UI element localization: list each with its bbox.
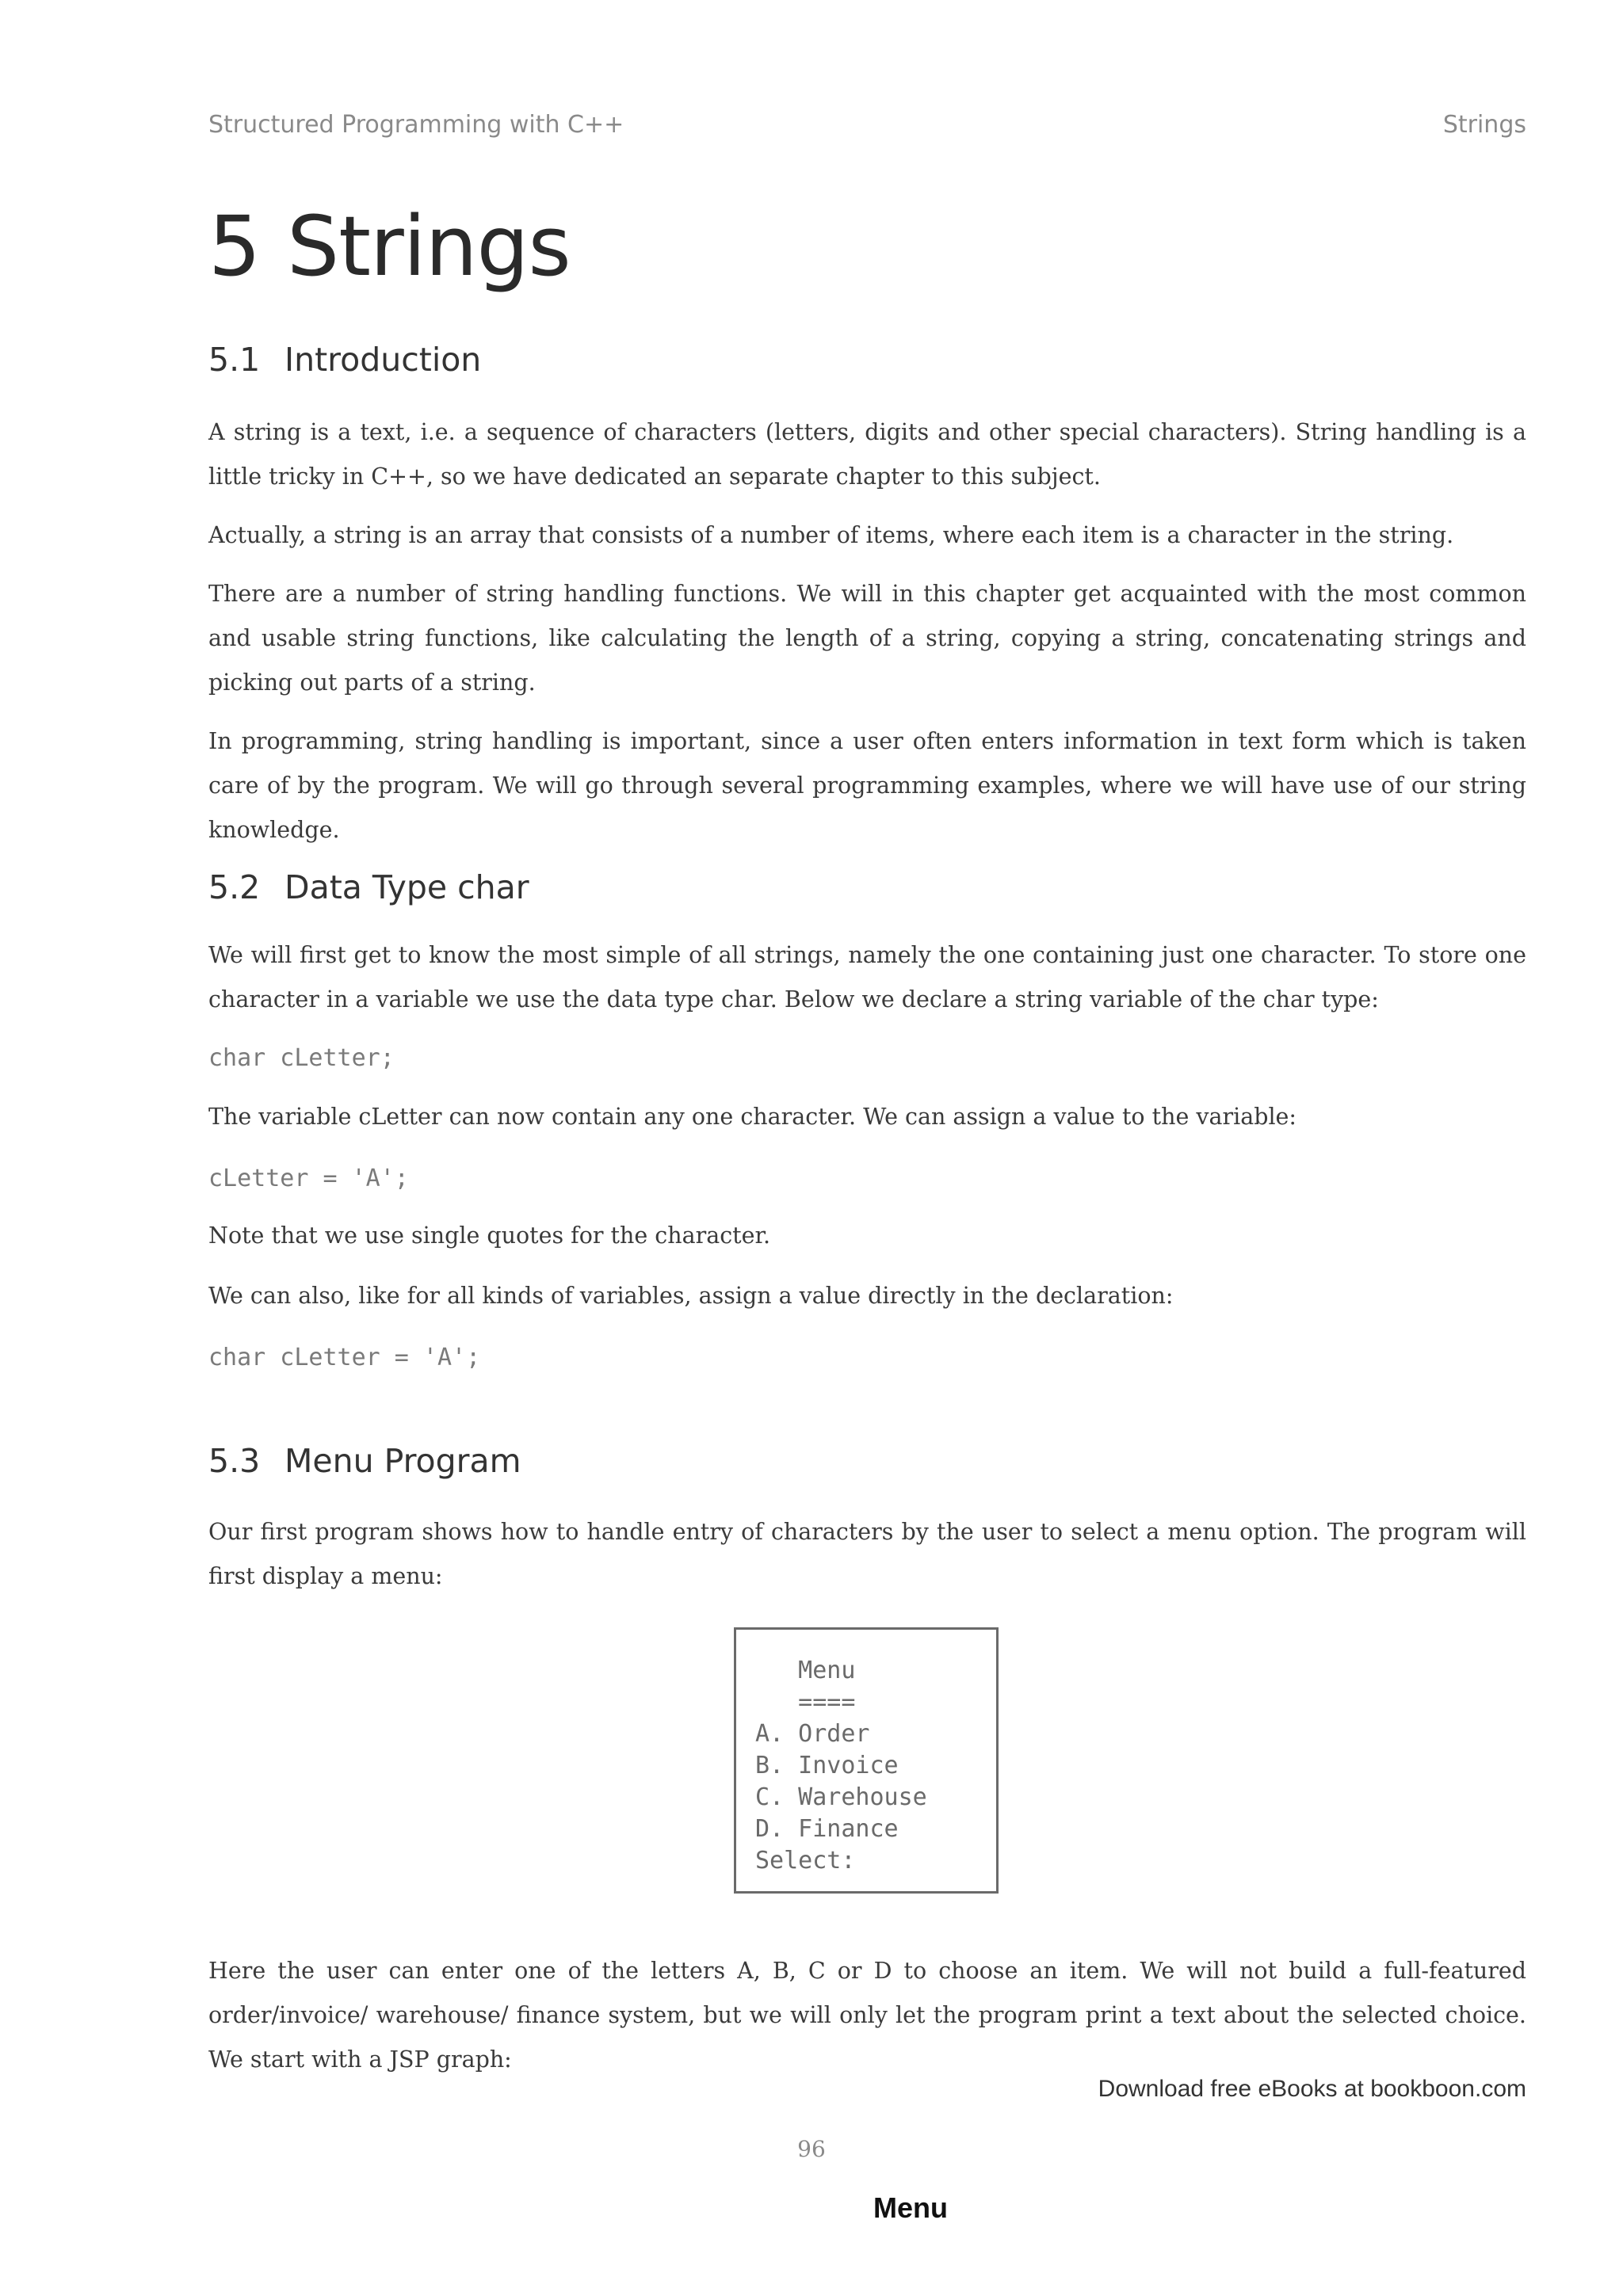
code-line: char cLetter; (208, 1044, 395, 1072)
section-title: Data Type char (285, 868, 529, 906)
running-header (208, 111, 1526, 139)
section-title: Menu Program (285, 1442, 521, 1480)
menu-line: D. Finance (755, 1815, 899, 1843)
paragraph: A string is a text, i.e. a sequence of characters (letters, digits and other special characters). String handling is a little tricky in C++, so we have dedicated an separate chapter to this subject. (208, 419, 1526, 490)
section-number: 5.2 (208, 868, 261, 906)
menu-line: C. Warehouse (755, 1783, 927, 1811)
download-footer-link[interactable]: Download free eBooks at bookboon.com (1098, 2076, 1526, 2102)
menu-output-box (734, 1627, 999, 1894)
section-title: Introduction (285, 341, 482, 379)
section-heading-introduction (208, 341, 481, 379)
paragraph: The variable cLetter can now contain any one character. We can assign a value to the variable: (208, 1104, 1297, 1130)
menu-line: Menu (755, 1657, 856, 1684)
menu-line: A. Order (755, 1720, 870, 1748)
header-book-title: Structured Programming with C++ (208, 111, 624, 139)
section-number: 5.1 (208, 341, 261, 379)
chapter-title-text: Strings (287, 198, 571, 295)
page-number: 96 (797, 2136, 826, 2162)
menu-line: ==== (755, 1688, 856, 1716)
header-chapter-name: Strings (1442, 111, 1526, 139)
chapter-number: 5 (208, 198, 261, 295)
menu-line: Select: (755, 1847, 856, 1875)
code-line: char cLetter = 'A'; (208, 1344, 481, 1371)
paragraph: Here the user can enter one of the letters A, B, C or D to choose an item. We will not build a full-featured order/invoice/ warehouse/ finance system, but we will only let the program print a text about the selected choice. We start with a JSP graph: (208, 1958, 1526, 2073)
bottom-caption: Menu (873, 2191, 948, 2224)
paragraph: We will first get to know the most simple of all strings, namely the one containing just one character. To store one character in a variable we use the data type char. Below we declare a string variable of the char type: (208, 942, 1526, 1013)
section-heading-menu-program (208, 1442, 521, 1480)
paragraph: In programming, string handling is important, since a user often enters information in text form which is taken care of by the program. We will go through several programming examples, where we will have use of our string knowledge. (208, 728, 1526, 843)
section-heading-data-type-char (208, 868, 529, 906)
code-line: cLetter = 'A'; (208, 1165, 409, 1192)
paragraph: There are a number of string handling functions. We will in this chapter get acquainted with the most common and usable string functions, like calculating the length of a string, copying a string, concatenating strings and picking out parts of a string. (208, 581, 1526, 696)
chapter-title (208, 198, 571, 295)
paragraph: Note that we use single quotes for the character. (208, 1222, 771, 1249)
paragraph: Actually, a string is an array that consists of a number of items, where each item is a character in the string. (208, 522, 1454, 548)
paragraph: Our first program shows how to handle entry of characters by the user to select a menu option. The program will first display a menu: (208, 1519, 1526, 1589)
section-number: 5.3 (208, 1442, 261, 1480)
paragraph: We can also, like for all kinds of variables, assign a value directly in the declaration: (208, 1283, 1174, 1309)
menu-line: B. Invoice (755, 1752, 899, 1779)
